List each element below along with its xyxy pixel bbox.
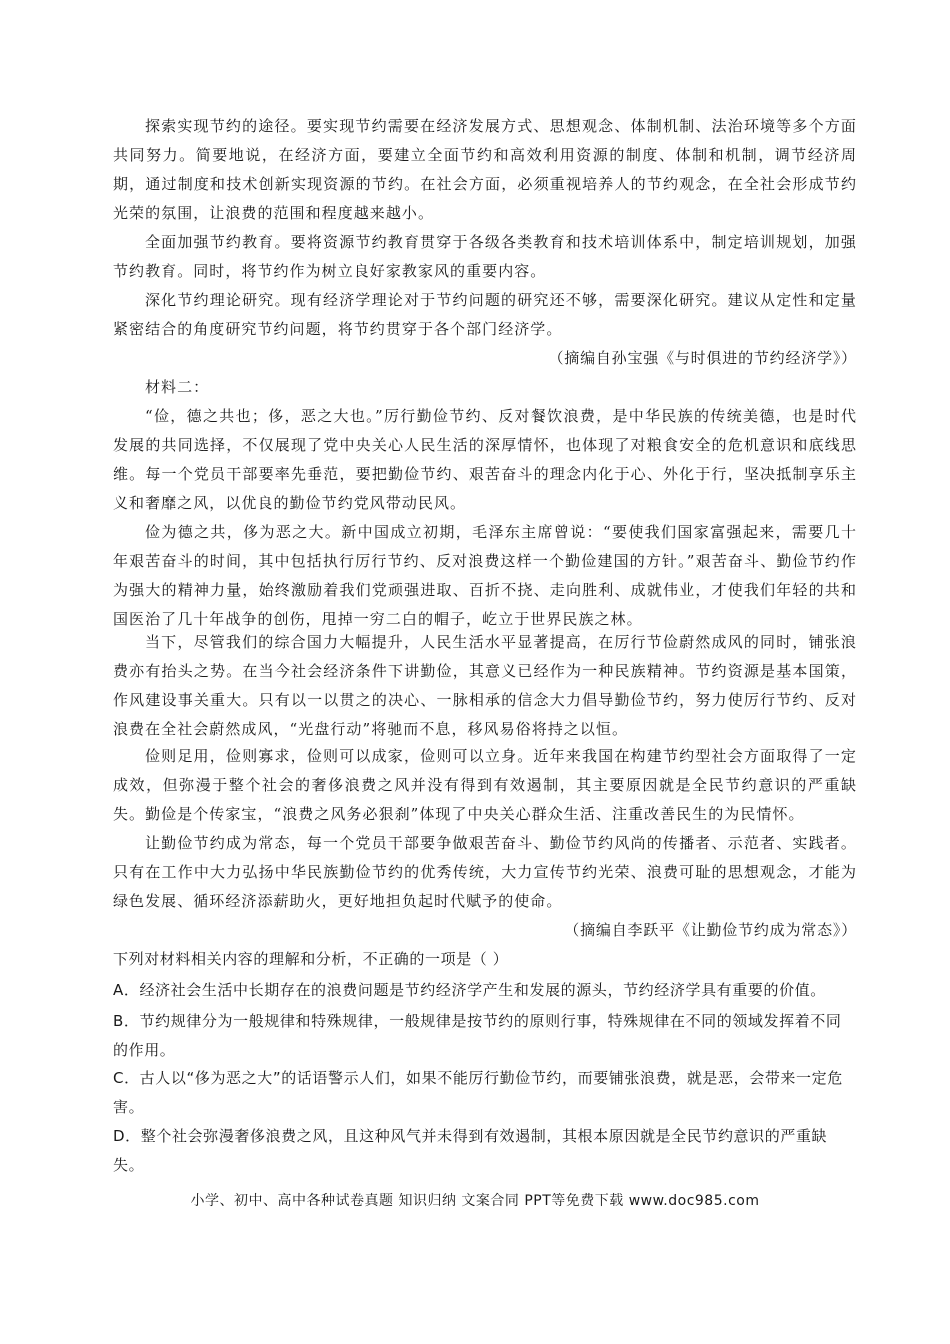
option-a: A．经济社会生活中长期存在的浪费问题是节约经济学产生和发展的源头，节约经济学具有重要的价值。 xyxy=(113,981,826,999)
question-stem: 下列对材料相关内容的理解和分析，不正确的一项是（ ） xyxy=(113,950,509,968)
paragraph-research: 深化节约理论研究。现有经济学理论对于节约问题的研究还不够，需要深化研究。建议从定性和定量紧密结合的角度研究节约问题，将节约贯穿于各个部门经济学。 xyxy=(113,291,857,338)
paragraph-history: 俭为德之共，侈为恶之大。新中国成立初期，毛泽东主席曾说：“要使我们国家富强起来，需要几十年艰苦奋斗的时间，其中包括执行厉行节约、反对浪费这样一个勤俭建国的方针。”艰苦奋斗、勤俭节约作为强大的精神力量，始终激励着我们党顽强进取、百折不挠、走向胜利、成就伟业，才使我们年轻的共和国医治了几十年战争的创伤，甩掉一穷二白的帽子，屹立于世界民族之林。 xyxy=(113,523,857,628)
paragraph-virtue: “俭，德之共也；侈，恶之大也。”厉行勤俭节约、反对餐饮浪费，是中华民族的传统美德，也是时代发展的共同选择，不仅展现了党中央关心人民生活的深厚情怀，也体现了对粮食安全的危机意识和底线思维。每一个党员干部要率先垂范，要把勤俭节约、艰苦奋斗的理念内化于心、外化于行，坚决抵制享乐主义和奢靡之风，以优良的勤俭节约党风带动民风。 xyxy=(113,407,857,512)
footer-banner: 小学、初中、高中各种试卷真题 知识归纳 文案合同 PPT等免费下载 www.doc985.com xyxy=(190,1193,760,1209)
source-citation-2: （摘编自李跃平《让勤俭节约成为常态》） xyxy=(564,921,857,939)
paragraph-normal: 让勤俭节约成为常态，每一个党员干部要争做艰苦奋斗、勤俭节约风尚的传播者、示范者、实践者。只有在工作中大力弘扬中华民族勤俭节约的优秀传统，大力宣传节约光荣、浪费可耻的思想观念，才能为绿色发展、循环经济添薪助火，更好地担负起时代赋予的使命。 xyxy=(113,834,857,910)
paragraph-approach: 探索实现节约的途径。要实现节约需要在经济发展方式、思想观念、体制机制、法治环境等多个方面共同努力。简要地说，在经济方面，要建立全面节约和高效利用资源的制度、体制和机制，调节经济周期，通过制度和技术创新实现资源的节约。在社会方面，必须重视培养人的节约观念，在全社会形成节约光荣的氛围，让浪费的范围和程度越来越小。 xyxy=(113,117,857,222)
paragraph-present: 当下，尽管我们的综合国力大幅提升，人民生活水平显著提高，在厉行节俭蔚然成风的同时，铺张浪费亦有抬头之势。在当今社会经济条件下讲勤俭，其意义已经作为一种民族精神。节约资源是基本国策，作风建设事关重大。只有以一以贯之的决心、一脉相承的信念大力倡导勤俭节约，努力使厉行节约、反对浪费在全社会蔚然成风，“光盘行动”将驰而不息，移风易俗将持之以恒。 xyxy=(113,633,857,738)
source-citation-1: （摘编自孙宝强《与时俱进的节约经济学》） xyxy=(548,349,857,367)
option-d: D．整个社会弥漫奢侈浪费之风，且这种风气并未得到有效遏制，其根本原因就是全民节约意识的严重缺失。 xyxy=(113,1127,828,1174)
paragraph-education: 全面加强节约教育。要将资源节约教育贯穿于各级各类教育和技术培训体系中，制定培训规划，加强节约教育。同时，将节约作为树立良好家教家风的重要内容。 xyxy=(113,233,857,280)
paragraph-frugality: 俭则足用，俭则寡求，俭则可以成家，俭则可以立身。近年来我国在构建节约型社会方面取得了一定成效，但弥漫于整个社会的奢侈浪费之风并没有得到有效遏制，其主要原因就是全民节约意识的严重缺失。勤俭是个传家宝，“浪费之风务必狠刹”体现了中央关心群众生活、注重改善民生的为民情怀。 xyxy=(113,747,857,823)
option-b: B．节约规律分为一般规律和特殊规律，一般规律是按节约的原则行事，特殊规律在不同的领域发挥着不同的作用。 xyxy=(113,1012,842,1059)
option-c: C．古人以“侈为恶之大”的话语警示人们，如果不能厉行勤俭节约，而要铺张浪费，就是恶，会带来一定危害。 xyxy=(113,1069,843,1116)
material-two-heading: 材料二： xyxy=(145,378,210,396)
